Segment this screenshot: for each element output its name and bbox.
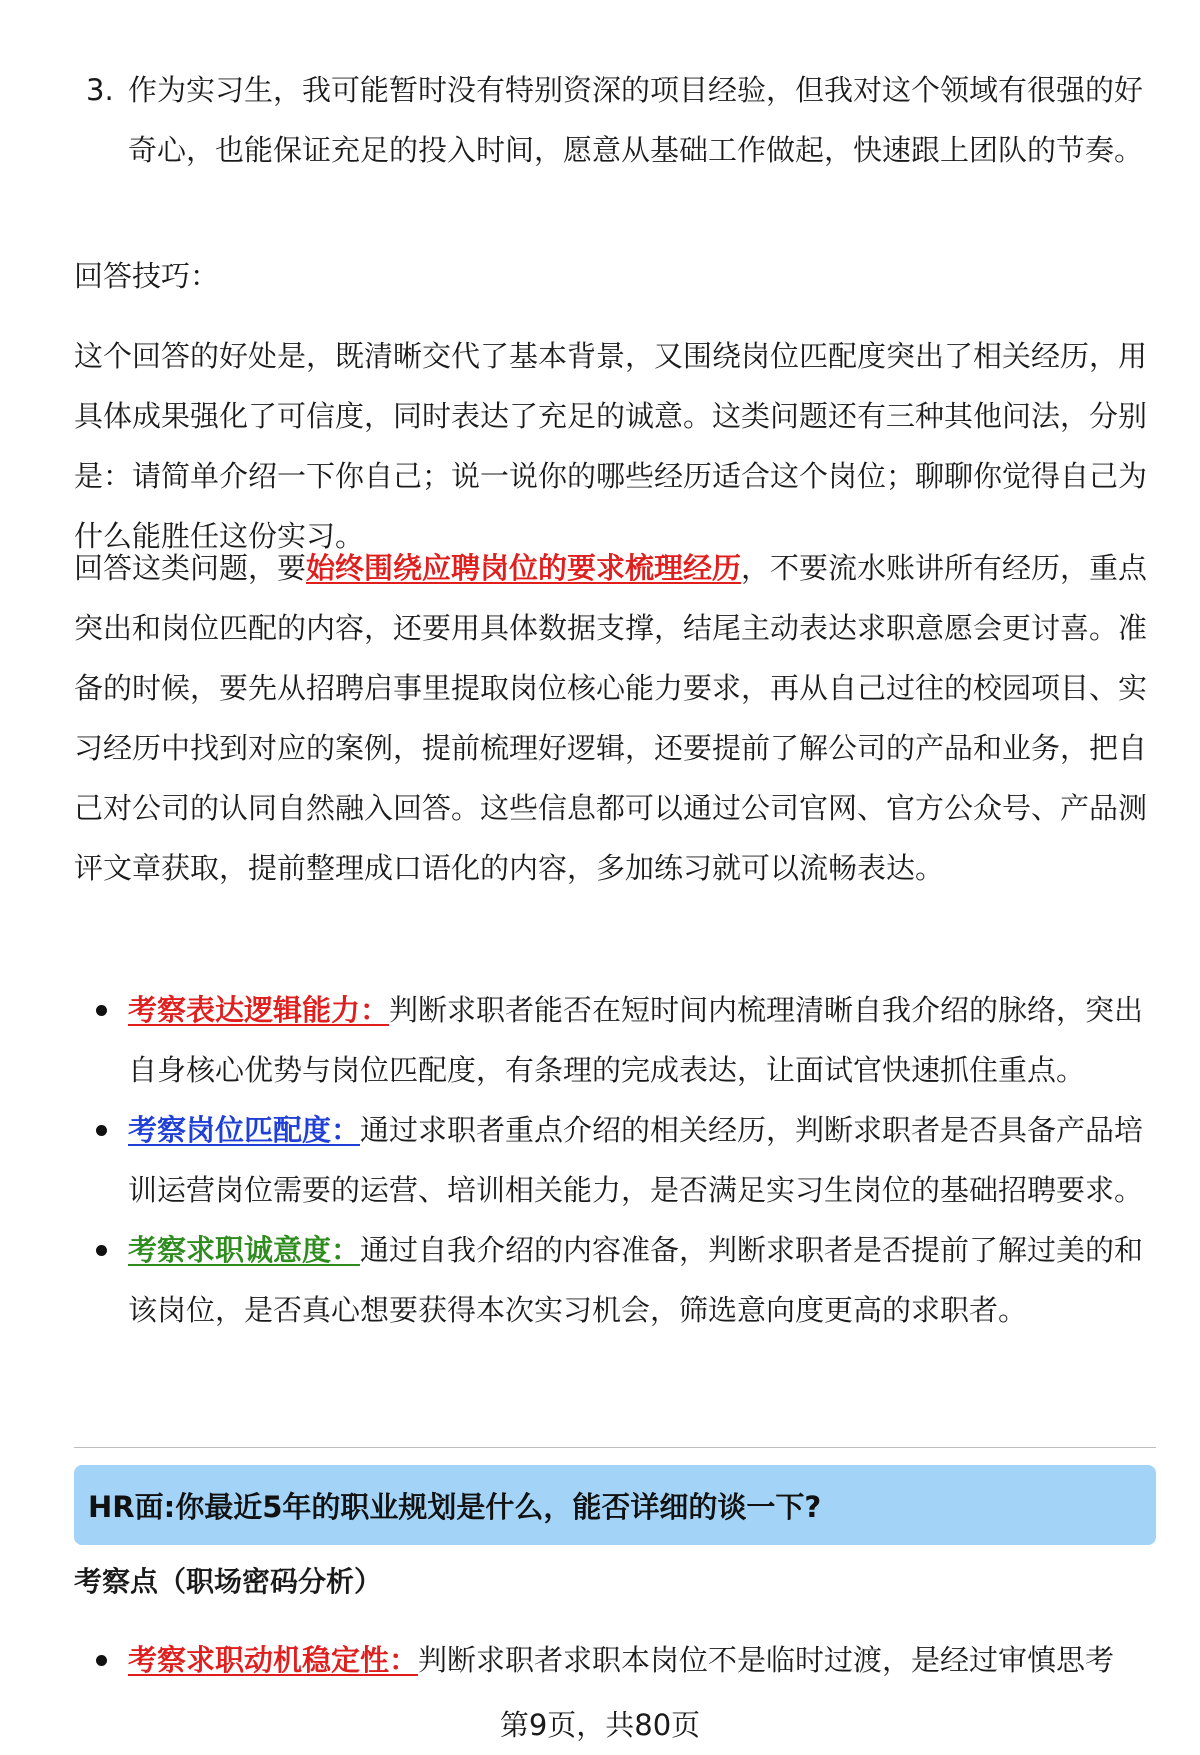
highlight-key-advice: 始终围绕应聘岗位的要求梳理经历: [306, 551, 742, 585]
paragraph-1: 这个回答的好处是，既清晰交代了基本背景，又围绕岗位匹配度突出了相关经历，用具体成果强化了可信度，同时表达了充足的诚意。这类问题还有三种其他问法，分别是：请简单介绍一下你自己；说一说你的哪些经历适合这个岗位；聊聊你觉得自己为什么能胜任这份实习。: [74, 339, 1148, 553]
bullet-text: 通过自我介绍的内容准备，判断求职者是否提前了解过美的和该岗位，是否真心想要获得本次实习机会，筛选意向度更高的求职者。: [128, 1233, 1144, 1327]
bullet-text: 通过求职者重点介绍的相关经历，判断求职者是否具备产品培训运营岗位需要的运营、培训相关能力，是否满足实习生岗位的基础招聘要求。: [128, 1113, 1144, 1207]
paragraph-2-rest: ，不要流水账讲所有经历，重点突出和岗位匹配的内容，还要用具体数据支撑，结尾主动表达求职意愿会更讨喜。准备的时候，要先从招聘启事里提取岗位核心能力要求，再从自己过往的校园项目、实习经历中找到对应的案例，提前梳理好逻辑，还要提前了解公司的产品和业务，把自己对公司的认同自然融入回答。这些信息都可以通过公司官网、官方公众号、产品测评文章获取，提前整理成口语化的内容，多加练习就可以流畅表达。: [74, 551, 1148, 885]
list-item: [74, 980, 1154, 1100]
question-text: HR面:你最近5年的职业规划是什么，能否详细的谈一下?: [88, 1489, 822, 1524]
paragraph-2-lead: 回答这类问题，要: [74, 551, 307, 585]
bullet-keyword-motivation: 考察求职动机稳定性：: [128, 1643, 419, 1677]
assessment-list: [74, 980, 1154, 1340]
question-box: [74, 1465, 1156, 1545]
item-number: 3.: [86, 73, 114, 107]
page-footer: 第9页，共80页: [0, 1700, 1200, 1750]
assessment-list-2: [74, 1630, 1154, 1690]
list-item: [74, 1630, 1154, 1690]
list-item: [74, 1100, 1154, 1220]
item-text: 作为实习生，我可能暂时没有特别资深的项目经验，但我对这个领域有很强的好奇心，也能保证充足的投入时间，愿意从基础工作做起，快速跟上团队的节奏。: [128, 73, 1144, 167]
list-item: [74, 1220, 1154, 1340]
paragraph-2: [74, 538, 1154, 898]
bullet-text: 判断求职者求职本岗位不是临时过渡，是经过审慎思考: [418, 1643, 1115, 1677]
bullet-keyword-match: 考察岗位匹配度：: [128, 1113, 361, 1147]
bullet-text: 判断求职者能否在短时间内梳理清晰自我介绍的脉络，突出自身核心优势与岗位匹配度，有条理的完成表达，让面试官快速抓住重点。: [128, 993, 1144, 1087]
bullet-keyword-sincerity: 考察求职诚意度：: [128, 1233, 361, 1267]
numbered-item-3: [74, 60, 1154, 180]
tips-label: 回答技巧：: [74, 259, 220, 293]
section-divider: [74, 1447, 1156, 1448]
bullet-keyword-logic: 考察表达逻辑能力：: [128, 993, 390, 1027]
section-title: 考察点（职场密码分析）: [74, 1565, 383, 1598]
